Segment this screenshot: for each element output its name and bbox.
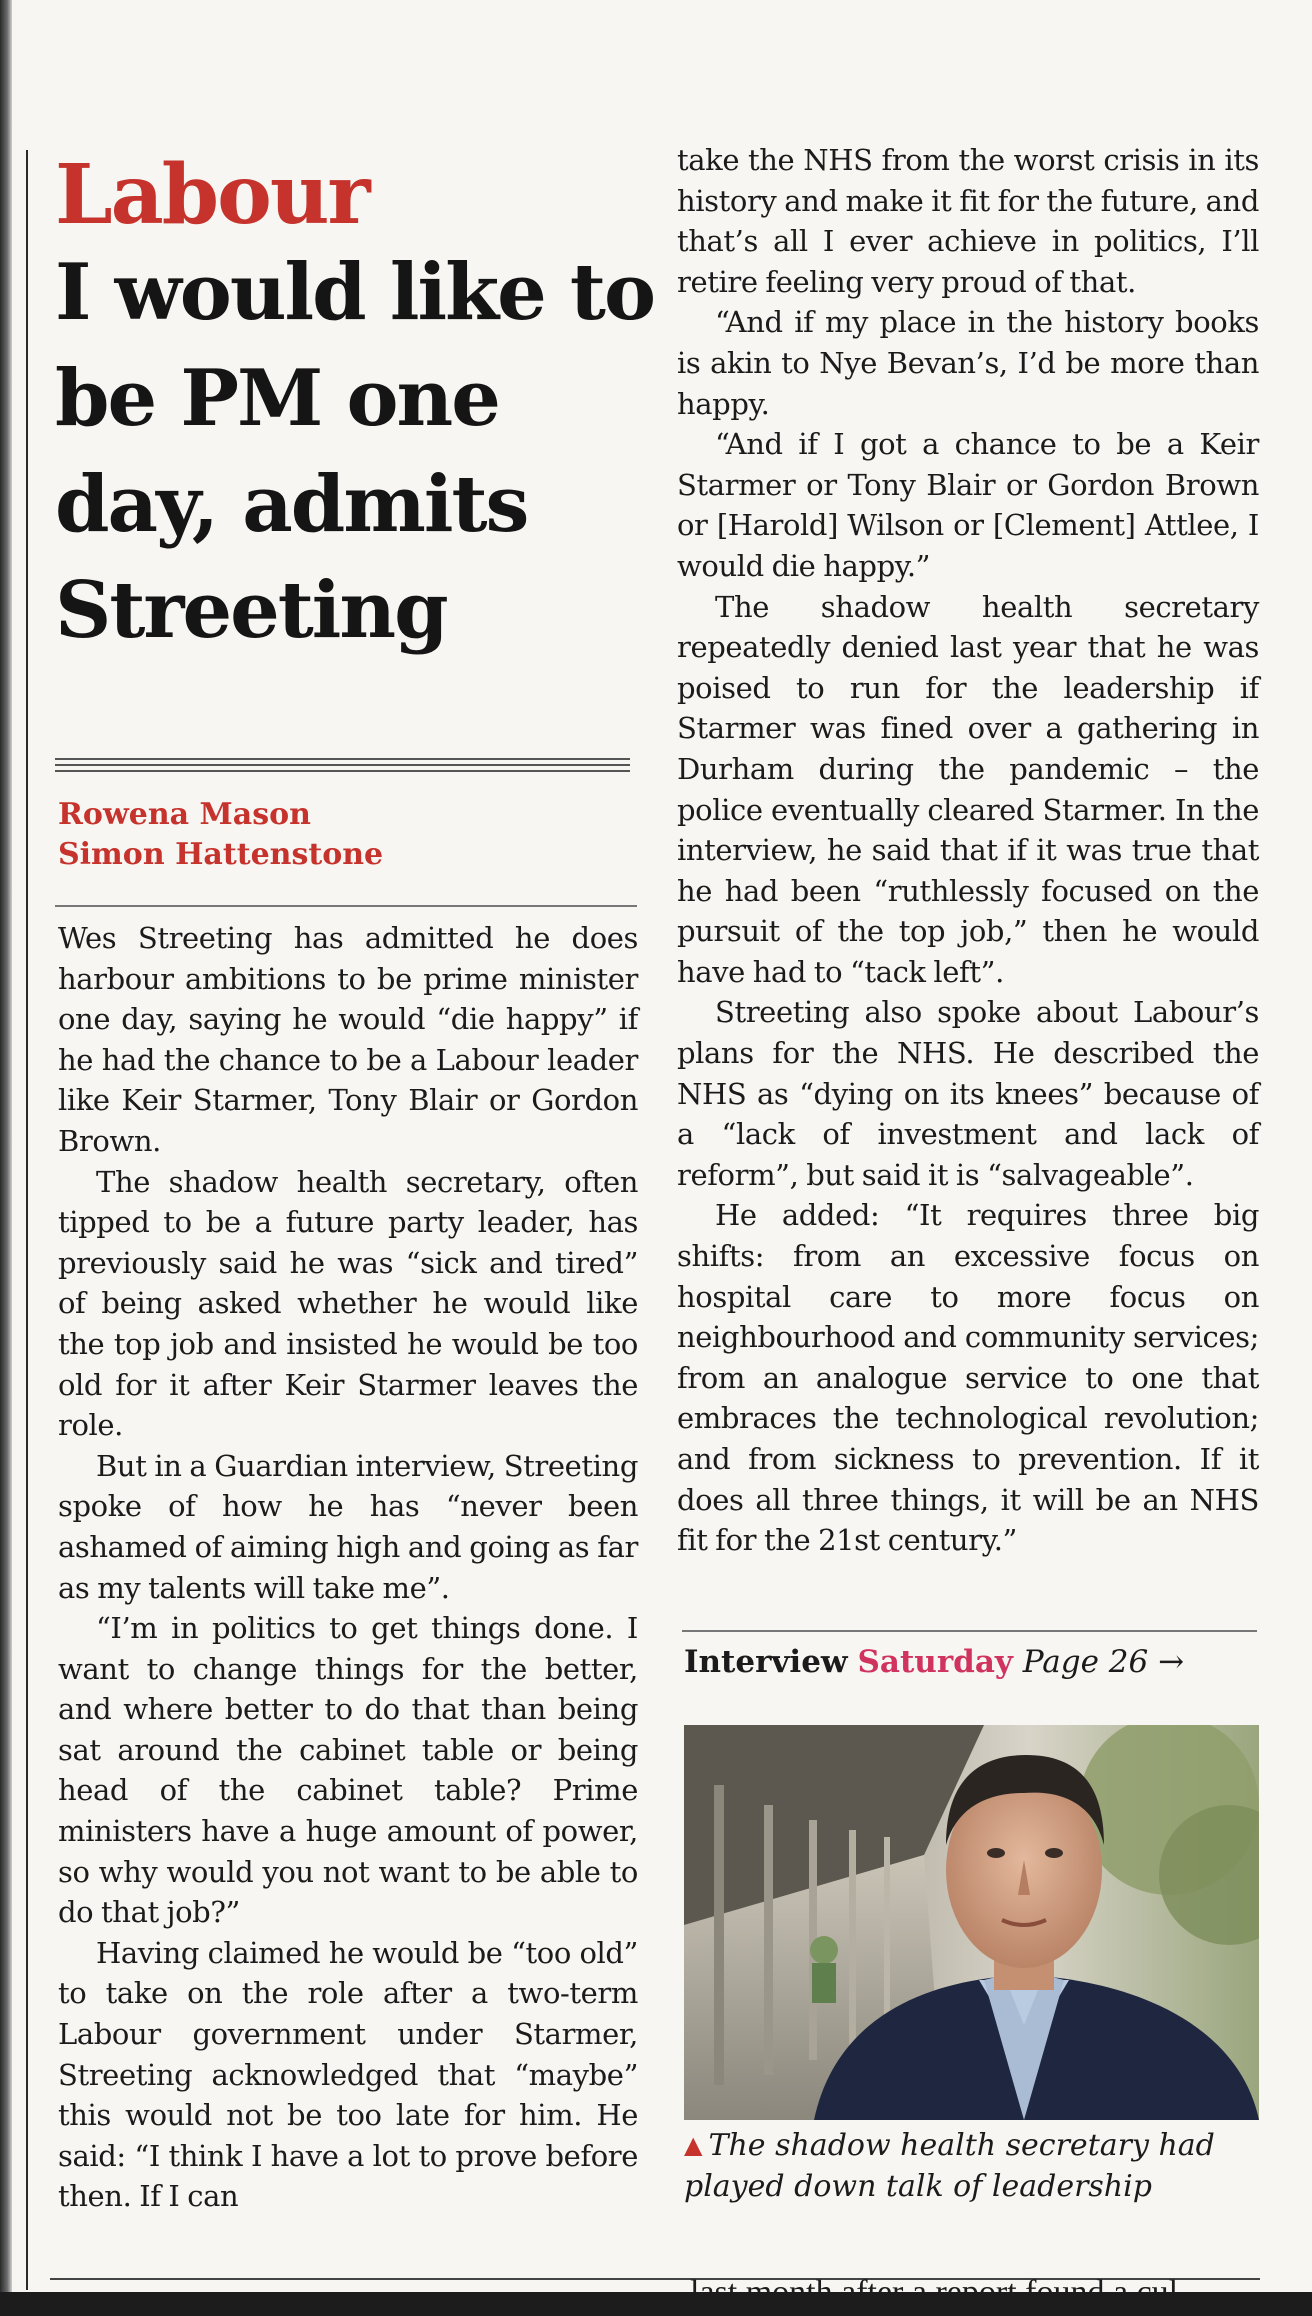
body-paragraph: But in a Guardian interview, Streeting spoke of how he has “never been ashamed of aiming high and going as far as my talents will take me”. <box>58 1448 638 1605</box>
caption-text: The shadow health secretary had played down talk of leadership <box>684 2128 1215 2204</box>
headline-divider <box>55 758 630 772</box>
body-paragraph: “And if I got a chance to be a Keir Starmer or Tony Blair or Gordon Brown or [Harold] Wilson or [Clement] Attlee, I would die happy.” <box>677 427 1259 583</box>
article-headline: I would like to be PM one day, admits Streeting <box>55 247 654 656</box>
section-kicker: Labour <box>55 147 369 243</box>
byline-author: Rowena Mason <box>58 797 311 832</box>
body-paragraph: Streeting also spoke about Labour’s plans for the NHS. He described the NHS as “dying on its knees” because of a “lack of investment and lack of reform”, but said it is “salvageable”. <box>677 995 1259 1192</box>
article-body-right-column <box>677 140 1259 1561</box>
byline-divider <box>55 905 637 907</box>
portrait-photo <box>684 1725 1259 2120</box>
promo-day: Saturday <box>857 1644 1013 1680</box>
promo-divider <box>682 1630 1257 1632</box>
bylines <box>58 795 383 875</box>
caption-triangle-icon: ▲ <box>684 2131 703 2159</box>
next-article-text: last month after a report found a cul- <box>690 2274 1190 2311</box>
article-body-left-column <box>58 918 638 2217</box>
promo-page: Page 26 <box>1022 1644 1149 1680</box>
body-paragraph: take the NHS from the worst crisis in its history and make it fit for the future, and that’s all I ever achieve in politics, I’ll retire feeling very proud of that. <box>677 143 1259 299</box>
body-paragraph: “And if my place in the history books is akin to Nye Bevan’s, I’d be more than happy. <box>677 305 1259 421</box>
body-paragraph: The shadow health secretary, often tipped to be a future party leader, has previously said he was “sick and tired” of being asked whether he would like the top job and insisted he would be too old for it after Keir Starmer leaves the role. <box>58 1164 638 1443</box>
body-paragraph: Wes Streeting has admitted he does harbour ambitions to be prime minister one day, saying he would “die happy” if he had the chance to be a Labour leader like Keir Starmer, Tony Blair or Gordon Brown. <box>58 921 638 1158</box>
page-edge-shadow <box>0 0 12 2316</box>
column-rule-left <box>26 150 28 2290</box>
body-paragraph: He added: “It requires three big shifts: from an excessive focus on hospital care to more focus on neighbourhood and community services; from an analogue service to one that embraces the technological revolution; and from sickness to prevention. If it does all three things, it will be an NHS fit for the 21st century.” <box>677 1198 1259 1558</box>
headline-block <box>55 147 654 664</box>
body-paragraph: The shadow health secretary repeatedly denied last year that he was poised to run for the leadership if Starmer was fined over a gathering in Durham during the pandemic – the police eventually cleared Starmer. In the interview, he said that if it was true that he had been “ruthlessly focused on the pursuit of the top job,” then he would have had to “tack left”. <box>677 589 1259 989</box>
arrow-right-icon: → <box>1158 1644 1185 1680</box>
body-paragraph: Having claimed he would be “too old” to take on the role after a two-term Labour government under Starmer, Streeting acknowledged that “maybe” this would not be too late for him. He said: “I think I have a lot to prove before then. If I can <box>58 1935 638 2214</box>
promo-label: Interview <box>684 1644 848 1680</box>
next-article-strip <box>0 2274 1312 2316</box>
body-paragraph: “I’m in politics to get things done. I want to change things for the better, and where better to do that than being sat around the cabinet table or being head of the cabinet table? Prime ministers have a huge amount of power, so why would you not want to be able to do that job?” <box>58 1611 638 1930</box>
photo-caption <box>684 2125 1259 2207</box>
byline-author: Simon Hattenstone <box>58 837 384 872</box>
interview-promo <box>684 1640 1184 1684</box>
